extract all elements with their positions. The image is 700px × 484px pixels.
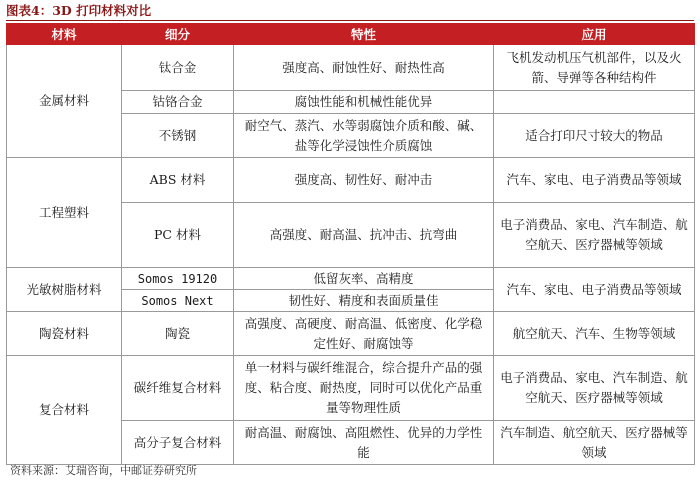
table-row — [7, 356, 695, 421]
materials-comparison-table — [6, 23, 695, 465]
application-cell: 汽车、家电、电子消费品等领域 — [494, 268, 695, 312]
property-cell: 腐蚀性能和机械性能优异 — [234, 91, 494, 114]
material-name: 金属材料 — [7, 45, 122, 158]
sub-cell: 钛合金 — [122, 45, 234, 91]
property-cell: 单一材料与碳纤维混合，综合提升产品的强度、粘合度、耐热度，同时可以优化产品重量等物理性质 — [234, 356, 494, 421]
sub-cell: 钴铬合金 — [122, 91, 234, 114]
header-property: 特性 — [234, 24, 494, 45]
material-name: 复合材料 — [7, 356, 122, 465]
table-row — [7, 45, 695, 91]
application-cell — [494, 91, 695, 114]
sub-cell: 高分子复合材料 — [122, 421, 234, 465]
sub-cell: 碳纤维复合材料 — [122, 356, 234, 421]
table-row — [7, 312, 695, 356]
header-application: 应用 — [494, 24, 695, 45]
sub-cell: Somos 19120 — [122, 268, 234, 290]
table-row — [7, 268, 695, 290]
table-header-row — [7, 24, 695, 45]
title-rule — [6, 20, 694, 21]
application-cell: 汽车、家电、电子消费品等领域 — [494, 158, 695, 203]
application-cell: 汽车制造、航空航天、医疗器械等领域 — [494, 421, 695, 465]
sub-cell: Somos Next — [122, 290, 234, 312]
application-cell: 电子消费品、家电、汽车制造、航空航天、医疗器械等领域 — [494, 356, 695, 421]
property-cell: 高强度、高硬度、耐高温、低密度、化学稳定性好、耐腐蚀等 — [234, 312, 494, 356]
application-cell: 航空航天、汽车、生物等领域 — [494, 312, 695, 356]
header-sub: 细分 — [122, 24, 234, 45]
sub-cell: 陶瓷 — [122, 312, 234, 356]
sub-cell: PC 材料 — [122, 203, 234, 268]
source-note: 资料来源：艾瑞咨询，中邮证券研究所 — [10, 464, 197, 477]
header-material: 材料 — [7, 24, 122, 45]
property-cell: 高强度、耐高温、抗冲击、抗弯曲 — [234, 203, 494, 268]
property-cell: 强度高、耐蚀性好、耐热性高 — [234, 45, 494, 91]
property-cell: 韧性好、精度和表面质量佳 — [234, 290, 494, 312]
material-name: 光敏树脂材料 — [7, 268, 122, 312]
property-cell: 耐高温、耐腐蚀、高阻燃性、优异的力学性能 — [234, 421, 494, 465]
table-row — [7, 158, 695, 203]
material-name: 工程塑料 — [7, 158, 122, 268]
material-name: 陶瓷材料 — [7, 312, 122, 356]
property-cell: 强度高、韧性好、耐冲击 — [234, 158, 494, 203]
property-cell: 耐空气、蒸汽、水等弱腐蚀介质和酸、碱、盐等化学浸蚀性介质腐蚀 — [234, 114, 494, 158]
property-cell: 低留灰率、高精度 — [234, 268, 494, 290]
application-cell: 电子消费品、家电、汽车制造、航空航天、医疗器械等领域 — [494, 203, 695, 268]
sub-cell: 不锈钢 — [122, 114, 234, 158]
application-cell: 适合打印尺寸较大的物品 — [494, 114, 695, 158]
figure-title: 图表4：3D 打印材料对比 — [6, 3, 152, 18]
sub-cell: ABS 材料 — [122, 158, 234, 203]
application-cell: 飞机发动机压气机部件，以及火箭、导弹等各种结构件 — [494, 45, 695, 91]
